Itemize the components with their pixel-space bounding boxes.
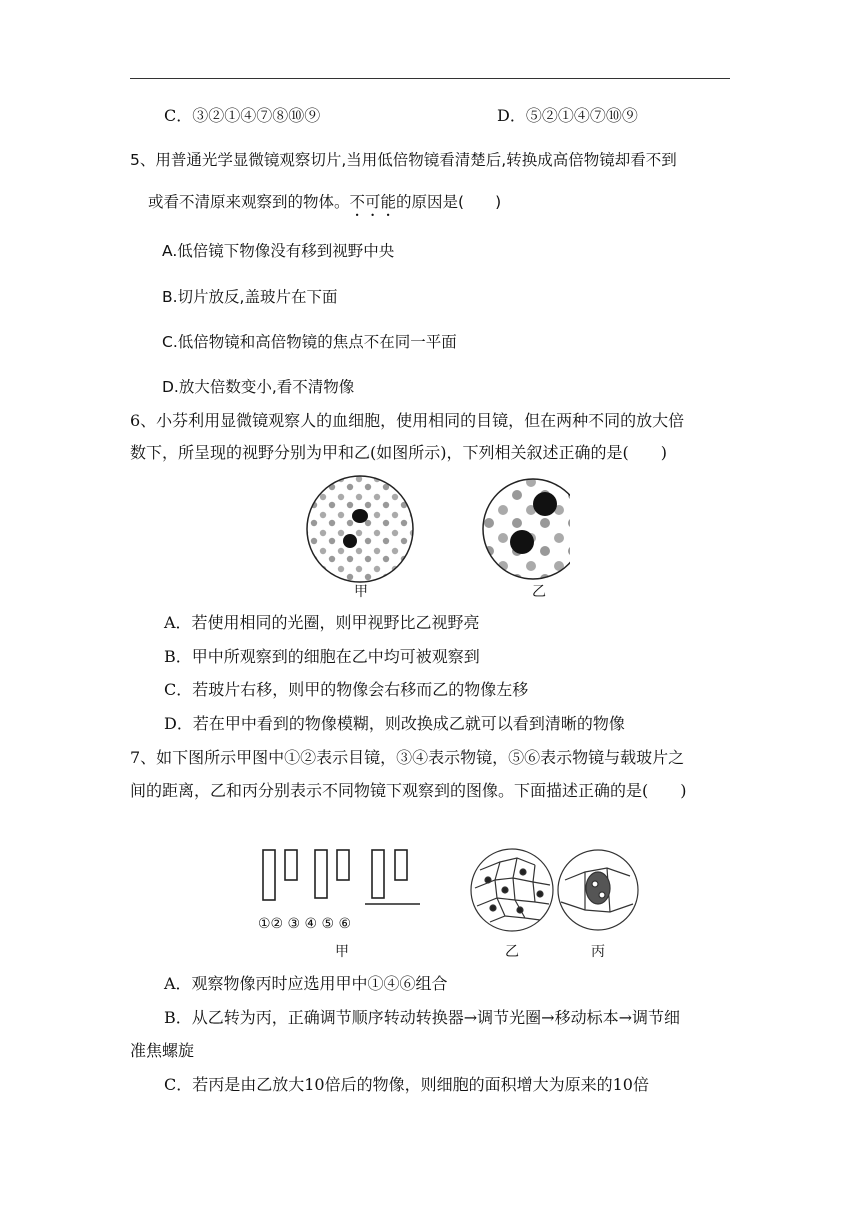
q7-stem-line2: 间的距离，乙和丙分别表示不同物镜下观察到的图像。下面描述正确的是( ) [130, 781, 687, 800]
label-jia: 甲 [335, 944, 349, 960]
q6-option-a: A．若使用相同的光圈，则甲视野比乙视野亮 [164, 613, 480, 632]
label-yi: 乙 [505, 944, 519, 960]
q4-option-c: C．③②①④⑦⑧⑩⑨ [164, 106, 321, 125]
q7-option-c: C．若丙是由乙放大10倍后的物像，则细胞的面积增大为原来的10倍 [164, 1075, 649, 1094]
q5-option-b: B.切片放反,盖玻片在下面 [162, 288, 338, 306]
label-bing: 丙 [591, 944, 605, 960]
q5-option-a: A.低倍镜下物像没有移到视野中央 [162, 242, 395, 260]
q5-option-c: C.低倍物镜和高倍物镜的焦点不在同一平面 [162, 333, 457, 351]
label-yi: 乙 [532, 584, 546, 600]
field-yi [471, 849, 553, 931]
q7-option-b-line2: 准焦螺旋 [130, 1041, 195, 1060]
q5-option-d: D.放大倍数变小,看不清物像 [162, 378, 355, 396]
lens-numbers: ①② ③ ④ ⑤ ⑥ [258, 916, 352, 932]
q6-stem-line1: 6、小芬利用显微镜观察人的血细胞，使用相同的目镜，但在两种不同的放大倍 [130, 411, 685, 430]
q6-option-d: D．若在甲中看到的物像模糊，则改换成乙就可以看到清晰的物像 [164, 714, 625, 733]
label-jia: 甲 [354, 584, 368, 600]
q6-option-c: C．若玻片右移，则甲的物像会右移而乙的物像左移 [164, 680, 529, 699]
q6-figure-blood-cells [300, 474, 570, 604]
q7-stem-line1: 7、如下图所示甲图中①②表示目镜，③④表示物镜，⑤⑥表示物镜与载玻片之 [130, 748, 685, 767]
field-bing [558, 850, 638, 930]
q6-stem-line2: 数下，所呈现的视野分别为甲和乙(如图所示)，下列相关叙述正确的是( ) [130, 443, 667, 462]
q6-option-b: B．甲中所观察到的细胞在乙中均可被观察到 [164, 647, 480, 666]
q5-stem-line2: 或看不清原来观察到的物体。不可能的原因是( ) [148, 193, 502, 211]
q5-emphasis: 不可能 [349, 193, 397, 211]
field-jia [307, 476, 413, 582]
header-rule [130, 78, 730, 79]
field-yi [483, 479, 570, 579]
q5-stem-line1: 5、用普通光学显微镜观察切片,当用低倍物镜看清楚后,转换成高倍物镜却看不到 [130, 151, 677, 169]
q7-option-a: A．观察物像丙时应选用甲中①④⑥组合 [164, 974, 448, 993]
q7-option-b-line1: B．从乙转为丙，正确调节顺序转动转换器→调节光圈→移动标本→调节细 [164, 1008, 680, 1027]
q7-figure-microscope-lenses [255, 840, 645, 965]
q4-option-d: D．⑤②①④⑦⑩⑨ [497, 106, 638, 125]
